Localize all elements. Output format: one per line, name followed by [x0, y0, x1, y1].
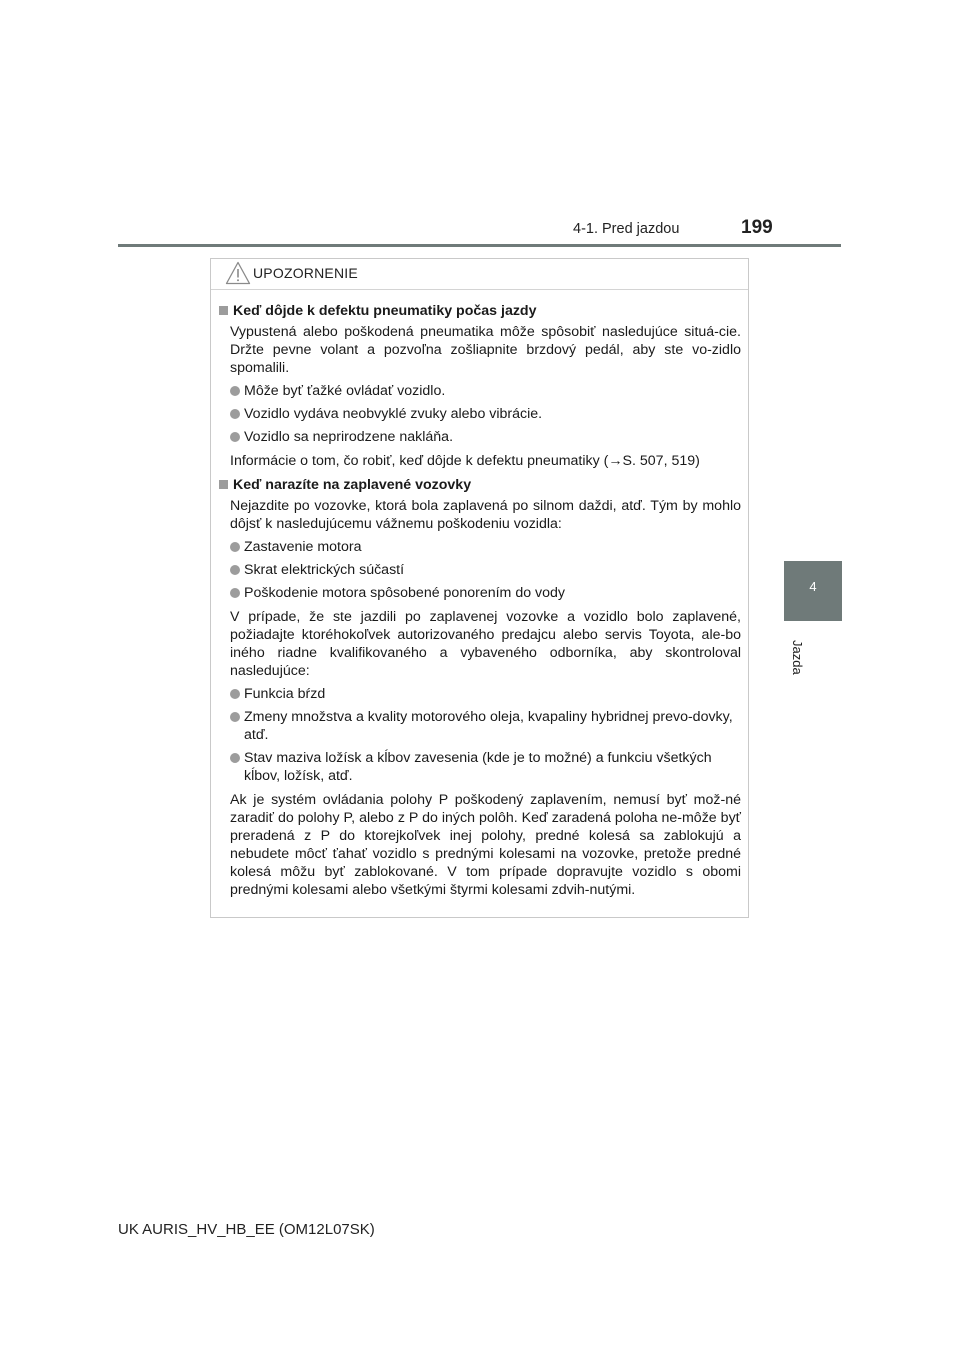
circle-bullet-icon [230, 409, 240, 419]
circle-bullet-icon [230, 588, 240, 598]
paragraph: Nejazdite po vozovke, ktorá bola zaplavená po silnom daždi, atď. Tým by mohlo dôjsť k nasledujúcemu vážnemu poškodeniu vozidla: [230, 498, 741, 532]
list-item: Funkcia bŕzd [219, 685, 741, 703]
section-title: 4-1. Pred jazdou [573, 221, 680, 237]
square-bullet-icon [219, 480, 228, 489]
warning-title: UPOZORNENIE [253, 265, 358, 281]
square-bullet-icon [219, 306, 228, 315]
warning-body [211, 290, 748, 899]
header-rule [118, 244, 841, 247]
chapter-title: Jazda [790, 640, 805, 675]
list-item: Zastavenie motora [219, 538, 741, 556]
warning-box [210, 258, 749, 918]
list-item: Vozidlo vydáva neobvyklé zvuky alebo vibrácie. [219, 405, 741, 423]
circle-bullet-icon [230, 542, 240, 552]
chapter-tab[interactable] [784, 561, 842, 621]
list-item: Skrat elektrických súčastí [219, 561, 741, 579]
paragraph: V prípade, že ste jazdili po zaplavenej vozovke a vozidlo bolo zaplavené, požiadajte ktoréhokoľvek autorizovaného predajcu alebo servis Toyota, ale-bo iného riadne kvalifikovaného a vybaveného odborníka, aby skontroloval nasledujúce: [230, 609, 741, 679]
list-item: Poškodenie motora spôsobené ponorením do vody [219, 584, 741, 602]
list-item: Stav maziva ložísk a kĺbov zavesenia (kde je to možné) a funkciu všetkých kĺbov, ložísk, atď. [219, 749, 741, 785]
page-number: 199 [741, 217, 773, 238]
list-item: Vozidlo sa neprirodzene nakláňa. [219, 428, 741, 446]
circle-bullet-icon [230, 753, 240, 763]
warning-triangle-icon [225, 261, 251, 285]
circle-bullet-icon [230, 386, 240, 396]
list-item: Môže byť ťažké ovládať vozidlo. [219, 382, 741, 400]
circle-bullet-icon [230, 689, 240, 699]
chapter-number: 4 [809, 579, 817, 594]
section-heading: Keď dôjde k defektu pneumatiky počas jazdy [219, 302, 741, 320]
circle-bullet-icon [230, 565, 240, 575]
cross-reference-note: Informácie o tom, čo robiť, keď dôjde k defektu pneumatiky (→S. 507, 519) [230, 453, 700, 469]
paragraph: Vypustená alebo poškodená pneumatika môže spôsobiť nasledujúce situá-cie. Držte pevne volant a pozvoľna zošliapnite brzdový pedál, aby ste vo-zidlo spomalili. [230, 324, 741, 376]
list-item: Zmeny množstva a kvality motorového oleja, kvapaliny hybridnej prevo-dovky, atď. [219, 708, 741, 744]
paragraph: Ak je systém ovládania polohy P poškodený zaplavením, nemusí byť mož-né zaradiť do polohy P, alebo z P do iných polôh. Keď zaradená poloha ne-môže byť preradená z P do ktorejkoľvek inej polohy, predné kolesá sa zablokujú a nebudete môcť ťahať vozidlo s prednými kolesami na vozovke, pretože predné kolesá môžu byť zablokované. V tom prípade dopravujte vozidlo s obomi prednými kolesami alebo všetkými štyrmi kolesami zdvih-nutými. [230, 792, 741, 898]
warning-header [211, 259, 748, 290]
section-heading: Keď narazíte na zaplavené vozovky [219, 476, 741, 494]
circle-bullet-icon [230, 432, 240, 442]
document-code: UK AURIS_HV_HB_EE (OM12L07SK) [118, 1221, 375, 1238]
circle-bullet-icon [230, 712, 240, 722]
